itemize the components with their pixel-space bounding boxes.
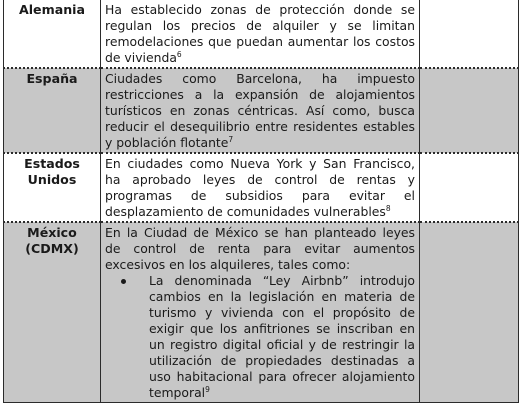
footnote-ref: 9 [205, 384, 210, 394]
empty-cell [420, 153, 519, 222]
description-text: Ha establecido zonas de protección donde se regulan los precios de alquiler y se limitan remodelaciones que puedan aumentar los costos de vivienda [105, 2, 415, 65]
footnote-ref: 7 [228, 134, 234, 144]
description-text: En la Ciudad de México se han planteado leyes de control de renta para evitar aumentos excesivos en los alquileres, tales como: [105, 225, 415, 272]
bullet-list [105, 273, 415, 401]
comparison-table [3, 0, 519, 403]
description-text: Ciudades como Barcelona, ha impuesto restricciones a la expansión de alojamientos turísticos en zonas céntricas. Así como, busca reducir el desequilibrio entre residentes estables y población flotante [105, 71, 415, 150]
empty-cell [420, 222, 519, 403]
empty-cell [420, 0, 519, 68]
bullet-icon [121, 279, 126, 284]
bullet-item [119, 273, 415, 401]
table-row-mexico [4, 222, 519, 403]
description-text: En ciudades como Nueva York y San Francisco, ha aprobado leyes de control de rentas y programas de subsidios para evitar el desplazamiento de comunidades vulnerables [105, 156, 415, 219]
description-cell [101, 222, 420, 403]
country-cell: Estados Unidos [4, 153, 101, 222]
country-cell: México (CDMX) [4, 222, 101, 403]
country-cell: España [4, 68, 101, 153]
table-row-alemania [4, 0, 519, 68]
footnote-ref: 8 [385, 203, 391, 213]
bullet-text: La denominada “Ley Airbnb” introdujo cambios en la legislación en materia de turismo y vivienda con el propósito de exigir que los anfitriones se inscriban en un registro digital oficial y de restringir la utilización de propiedades destinadas a uso habitacional para ofrecer alojamiento temporal [149, 273, 415, 400]
table-row-estados-unidos [4, 153, 519, 222]
description-cell [101, 68, 420, 153]
country-cell: Alemania [4, 0, 101, 68]
footnote-ref: 6 [176, 49, 182, 59]
table-row-espana [4, 68, 519, 153]
description-cell [101, 0, 420, 68]
description-cell [101, 153, 420, 222]
empty-cell [420, 68, 519, 153]
